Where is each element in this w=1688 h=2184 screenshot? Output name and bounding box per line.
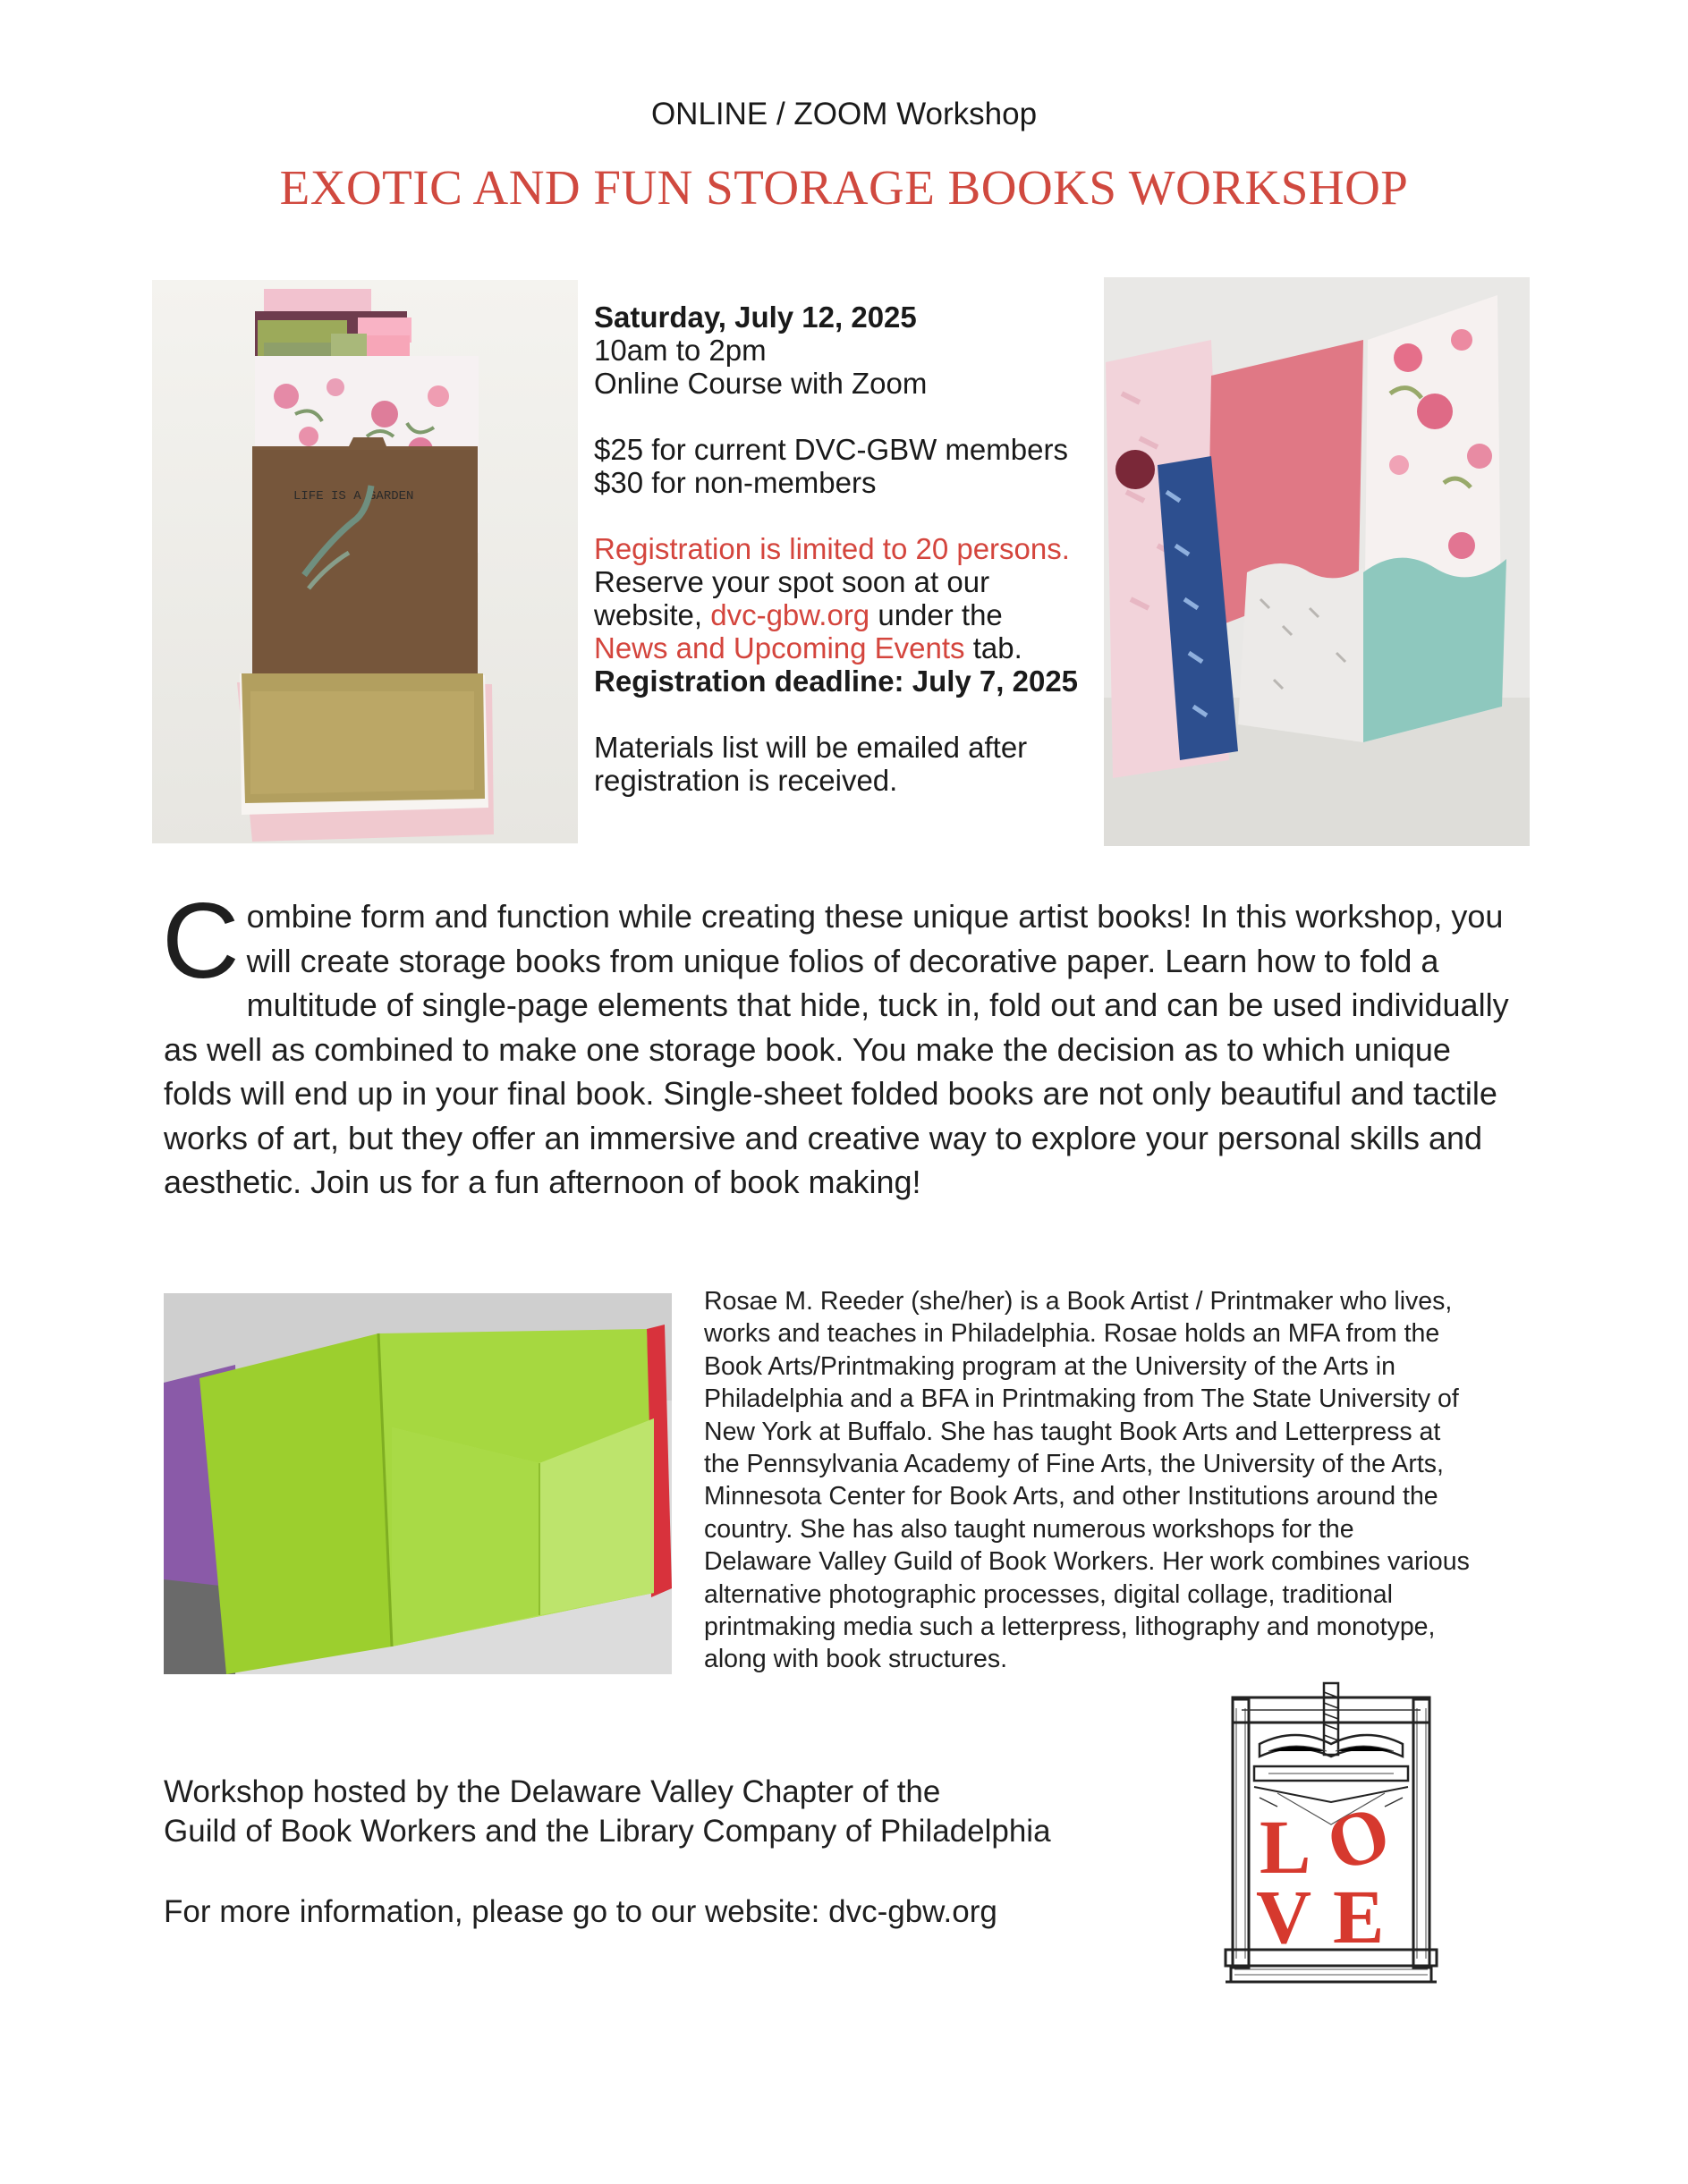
logo-letter-e: E [1333,1874,1385,1960]
bio-line: Delaware Valley Guild of Book Workers. Her work combines various [704,1547,1470,1577]
reserve-line-3: News and Upcoming Events tab. [594,631,1022,665]
registration-limit: Registration is limited to 20 persons. [594,532,1070,565]
bio-line: along with book structures. [704,1645,1008,1674]
more-info-text: For more information, please go to our website: dvc-gbw.org [164,1894,997,1929]
workshop-kicker: ONLINE / ZOOM Workshop [650,97,1038,131]
reserve-line-2: website, dvc-gbw.org under the [594,598,1003,631]
bio-line: alternative photographic processes, digital collage, traditional [704,1579,1393,1609]
price-nonmembers: $30 for non-members [594,466,877,499]
bio-line: New York at Buffalo. She has taught Book Arts and Letterpress at [704,1417,1441,1446]
page-title: EXOTIC AND FUN STORAGE BOOKS WORKSHOP [279,160,1409,215]
love-press-logo [1224,1681,1438,1985]
event-date: Saturday, July 12, 2025 [594,301,917,334]
hosted-by [164,1773,1192,1851]
intro-text: ombine form and function while creating these unique artist books! In this workshop, you will create storage books from unique folios of decorative paper. Learn how to fold a multitude of single-page elements that hide, tuck in, fold out and can be used individually as well as combined to make one storage book. You make the decision as to which unique folds will end up in your final book. Single-sheet folded books are not only beautiful and tactile works of art, but they offer an immersive and creative way to explore your personal skills and aesthetic. Join us for a fun afternoon of book making! [164,898,1509,1200]
bio-line: the Pennsylvania Academy of Fine Arts, the University of the Arts, [704,1450,1444,1479]
photo-stamp-text: LIFE IS A GARDEN [293,489,414,504]
event-time: 10am to 2pm [594,334,767,367]
website-link[interactable]: dvc-gbw.org [710,598,870,631]
storage-book-photo-floral [1104,277,1530,846]
logo-letter-l: L [1260,1804,1311,1890]
events-tab-link[interactable]: News and Upcoming Events [594,631,965,665]
materials-line-2: registration is received. [594,764,898,797]
hosted-line-1: Workshop hosted by the Delaware Valley Chapter of the [164,1774,941,1809]
logo-letter-o: O [1316,1788,1400,1889]
bio-line: Philadelphia and a BFA in Printmaking from The State University of [704,1384,1459,1414]
bio-line: Book Arts/Printmaking program at the University of the Arts in [704,1351,1395,1381]
instructor-bio [704,1285,1518,1676]
bio-line: Rosae M. Reeder (she/her) is a Book Artist / Printmaker who lives, [704,1287,1453,1316]
price-members: $25 for current DVC-GBW members [594,433,1068,466]
hosted-line-2: Guild of Book Workers and the Library Company of Philadelphia [164,1814,1051,1849]
materials-line-1: Materials list will be emailed after [594,731,1028,764]
bio-line: country. She has also taught numerous workshops for the [704,1514,1354,1544]
intro-drop-cap: C [162,881,240,1001]
bio-line: printmaking media such a letterpress, lithography and monotype, [704,1613,1436,1642]
bio-line: Minnesota Center for Book Arts, and other Institutions around the [704,1482,1438,1511]
bio-line: works and teaches in Philadelphia. Rosae holds an MFA from the [704,1319,1440,1349]
reserve-line-1: Reserve your spot soon at our [594,565,990,598]
registration-deadline: Registration deadline: July 7, 2025 [594,665,1079,698]
green-book-photo [164,1293,672,1674]
event-details [594,301,1095,797]
storage-book-photo-garden [152,280,578,843]
logo-letter-v: V [1256,1874,1312,1960]
intro-paragraph [162,881,1523,1205]
event-format: Online Course with Zoom [594,367,928,400]
